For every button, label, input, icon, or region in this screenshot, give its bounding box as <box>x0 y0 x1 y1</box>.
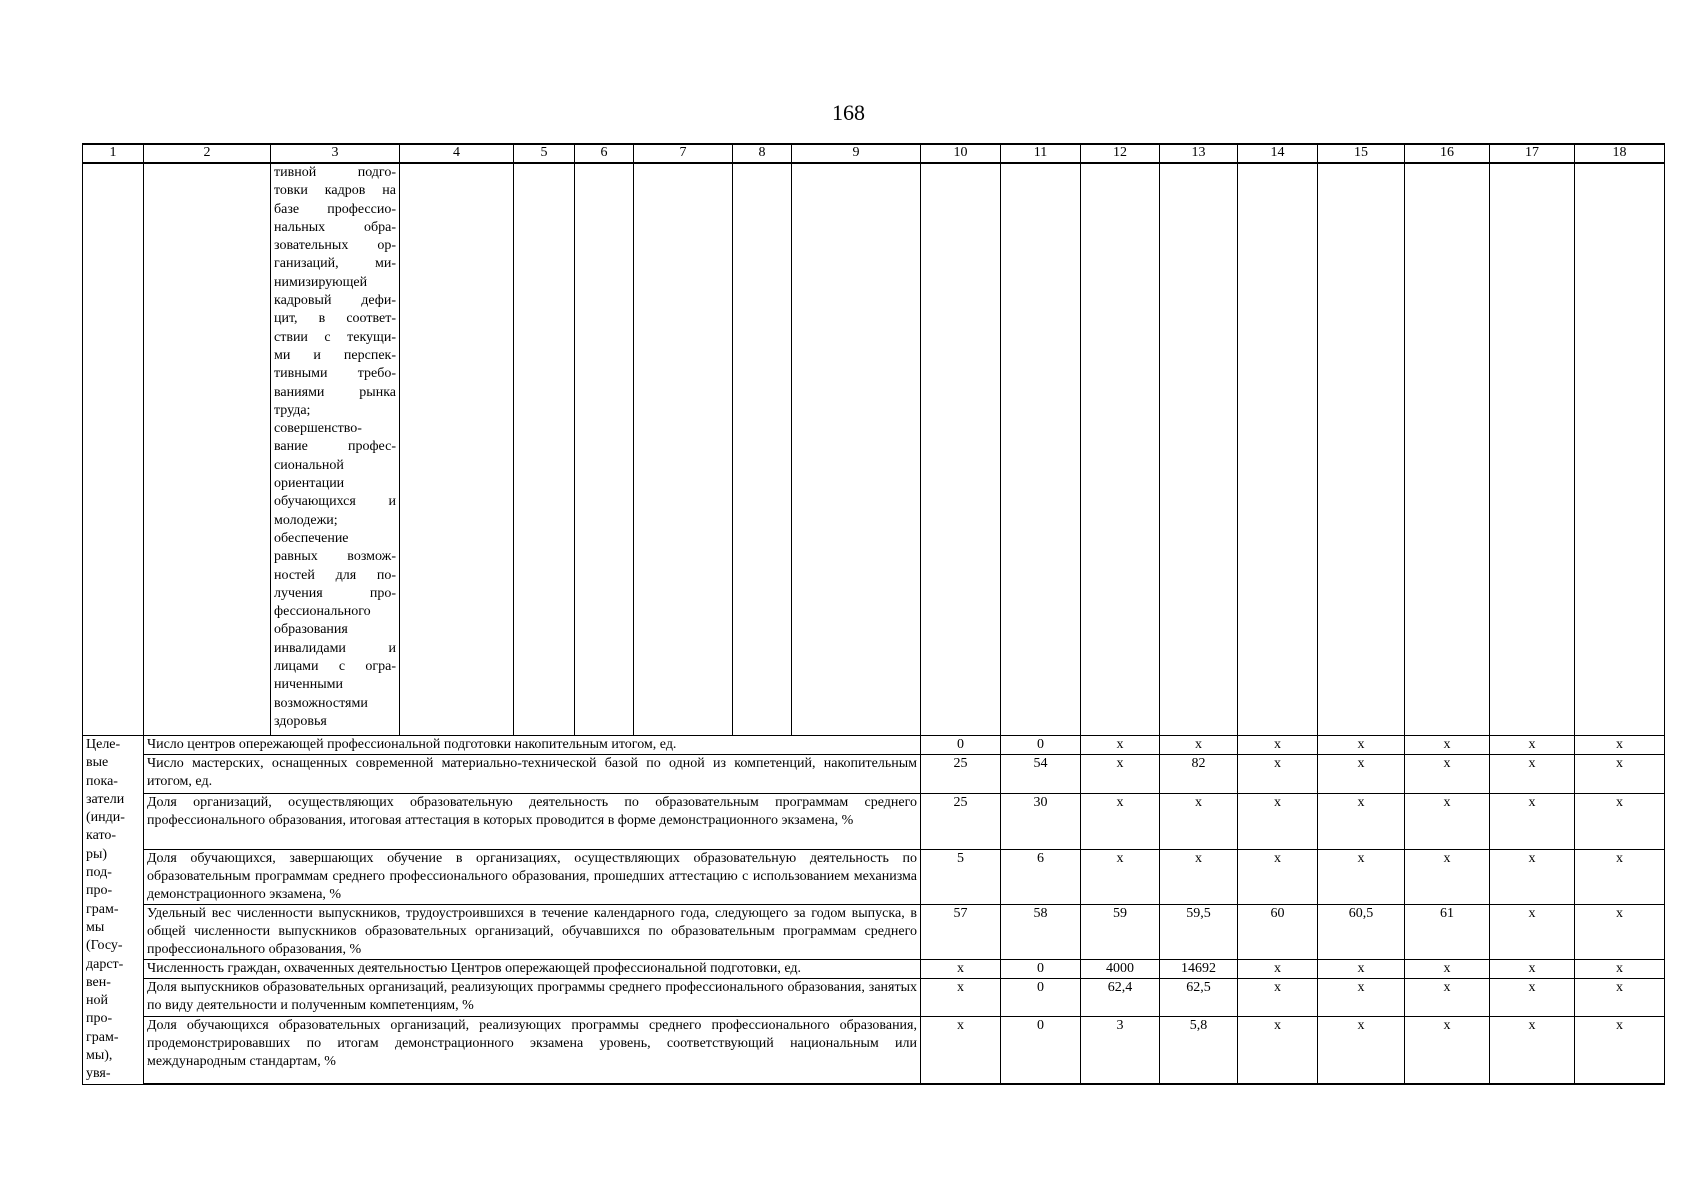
section-label-line: (Госу- <box>86 938 123 954</box>
indicator-value: x <box>1490 1016 1575 1084</box>
indicator-value: x <box>1575 960 1665 979</box>
indicator-value: 60 <box>1238 905 1318 960</box>
empty-cell <box>634 163 733 736</box>
empty-cell <box>733 163 792 736</box>
indicator-value: x <box>1490 755 1575 794</box>
section-label-line: Целе- <box>86 737 121 752</box>
indicator-value: x <box>1405 849 1490 904</box>
indicator-value: x <box>1081 794 1160 849</box>
section-label-line: увя- <box>86 1066 111 1082</box>
section-label-line: дарст- <box>86 956 124 972</box>
continuation-text-line: цит, в соответ- <box>274 311 396 327</box>
indicator-name: Численность граждан, охваченных деятельностью Центров опережающей профессиональной подготовки, ед. <box>144 960 921 979</box>
page-number: 168 <box>832 100 865 125</box>
indicator-value: 58 <box>1001 905 1081 960</box>
empty-cell <box>1490 163 1575 736</box>
indicator-value: x <box>1405 736 1490 755</box>
indicator-row <box>83 979 1665 1016</box>
indicator-value: 3 <box>1081 1016 1160 1084</box>
indicator-value: 0 <box>1001 960 1081 979</box>
indicator-value: 60,5 <box>1318 905 1405 960</box>
indicator-value: 4000 <box>1081 960 1160 979</box>
section-label-line: пока- <box>86 773 118 789</box>
empty-cell <box>1575 163 1665 736</box>
column-header: 4 <box>400 144 514 163</box>
indicator-value: 6 <box>1001 849 1081 904</box>
indicator-name: Число центров опережающей профессиональной подготовки накопительным итогом, ед. <box>144 736 921 755</box>
indicator-value: x <box>1318 1016 1405 1084</box>
indicator-value: 59,5 <box>1160 905 1238 960</box>
column-header: 2 <box>144 144 271 163</box>
indicator-row <box>83 736 1665 755</box>
indicator-value: x <box>1490 905 1575 960</box>
indicators-table <box>82 143 1665 1085</box>
section-label-line: мы <box>86 919 105 935</box>
indicator-value: 59 <box>1081 905 1160 960</box>
indicator-value: x <box>1318 794 1405 849</box>
continuation-text-line: нальных обра- <box>274 219 396 235</box>
indicator-value: 5,8 <box>1160 1016 1238 1084</box>
continuation-text <box>274 164 396 731</box>
column-header: 10 <box>921 144 1001 163</box>
empty-cell <box>921 163 1001 736</box>
indicator-value: 62,5 <box>1160 979 1238 1016</box>
indicator-value: x <box>1490 979 1575 1016</box>
indicator-value: x <box>1238 960 1318 979</box>
continuation-text-line: тивными требо- <box>274 366 396 382</box>
indicator-value: 0 <box>1001 736 1081 755</box>
indicator-value: x <box>1575 736 1665 755</box>
indicator-value: x <box>1490 736 1575 755</box>
column-header: 17 <box>1490 144 1575 163</box>
section-label-line: под- <box>86 865 112 881</box>
indicator-value: 0 <box>1001 1016 1081 1084</box>
indicator-name: Доля организаций, осуществляющих образовательную деятельность по образовательным программам среднего профессионального образования, итоговая аттестация в которых проводится в форме демонстрационного экзамена, % <box>144 794 921 849</box>
continuation-text-line: вание профес- <box>274 439 396 455</box>
indicator-value: x <box>1238 849 1318 904</box>
indicator-value: x <box>1160 849 1238 904</box>
indicator-value: x <box>1318 849 1405 904</box>
empty-cell <box>1318 163 1405 736</box>
section-label-line: про- <box>86 883 113 899</box>
empty-cell <box>400 163 514 736</box>
empty-cell <box>83 163 144 736</box>
continuation-text-line: молодежи; <box>274 512 338 528</box>
continuation-text-line: здоровья <box>274 713 327 729</box>
indicator-value: x <box>1081 755 1160 794</box>
indicator-value: 5 <box>921 849 1001 904</box>
continuation-text-line: товки кадров на <box>274 183 396 199</box>
continuation-text-line: ми и перспек- <box>274 347 396 363</box>
indicator-value: x <box>1575 979 1665 1016</box>
continuation-text-line: базе профессио- <box>274 201 396 217</box>
continuation-text-line: равных возмож- <box>274 549 396 565</box>
continuation-text-line: кадровый дефи- <box>274 293 396 309</box>
empty-cell <box>1238 163 1318 736</box>
continuation-text-line: лучения про- <box>274 585 396 601</box>
indicator-value: 61 <box>1405 905 1490 960</box>
indicator-value: 0 <box>921 736 1001 755</box>
continuation-text-line: совершенство- <box>274 421 362 437</box>
empty-cell <box>792 163 921 736</box>
indicator-value: x <box>1575 794 1665 849</box>
indicator-value: x <box>1318 979 1405 1016</box>
indicator-value: x <box>1318 736 1405 755</box>
column-header: 14 <box>1238 144 1318 163</box>
column-header: 1 <box>83 144 144 163</box>
indicator-value: x <box>1405 1016 1490 1084</box>
section-label-line: като- <box>86 828 117 844</box>
column-header: 16 <box>1405 144 1490 163</box>
continuation-text-line: зовательных ор- <box>274 238 396 254</box>
continuation-text-line: нимизирующей <box>274 274 368 290</box>
continuation-text-line: ниченными <box>274 677 343 693</box>
empty-cell <box>1081 163 1160 736</box>
column-header: 11 <box>1001 144 1081 163</box>
continuation-text-cell <box>271 163 400 736</box>
indicator-value: x <box>1238 979 1318 1016</box>
indicator-value: x <box>921 979 1001 1016</box>
continuation-text-line: обеспечение <box>274 530 349 546</box>
indicator-value: x <box>1318 755 1405 794</box>
indicator-value: x <box>1238 1016 1318 1084</box>
indicator-value: 25 <box>921 794 1001 849</box>
indicator-value: x <box>1160 736 1238 755</box>
table-body <box>83 144 1665 1084</box>
continuation-text-line: ностей для по- <box>274 567 396 583</box>
continuation-text-line: ориентации <box>274 476 345 492</box>
empty-cell <box>144 163 271 736</box>
section-label-line: (инди- <box>86 810 125 826</box>
section-label-cell <box>83 736 144 1085</box>
indicator-value: x <box>1238 794 1318 849</box>
section-label-line: про- <box>86 1011 113 1027</box>
column-number-row <box>83 144 1665 163</box>
continuation-row <box>83 163 1665 736</box>
indicator-value: 14692 <box>1160 960 1238 979</box>
column-header: 5 <box>514 144 575 163</box>
column-header: 8 <box>733 144 792 163</box>
indicator-name: Доля выпускников образовательных организаций, реализующих программы среднего профессионального образования, занятых по виду деятельности и полученным компетенциям, % <box>144 979 921 1016</box>
indicator-row <box>83 849 1665 904</box>
indicator-value: x <box>1490 960 1575 979</box>
indicator-value: x <box>921 960 1001 979</box>
continuation-text-line: образования <box>274 622 348 638</box>
indicator-value: 62,4 <box>1081 979 1160 1016</box>
indicator-name: Удельный вес численности выпускников, трудоустроившихся в течение календарного года, следующего за годом выпуска, в общей численности выпускников образовательных организаций, обучавшихся по образовательным программам среднего профессионального образования, % <box>144 905 921 960</box>
continuation-text-line: сиональной <box>274 457 344 473</box>
column-header: 13 <box>1160 144 1238 163</box>
indicator-value: x <box>1575 905 1665 960</box>
indicator-value: 0 <box>1001 979 1081 1016</box>
indicator-value: x <box>1490 849 1575 904</box>
indicator-name: Доля обучающихся образовательных организаций, реализующих программы среднего профессионального образования, продемонстрировавших по итогам демонстрационного экзамена уровень, соответствующий национальным или международным стандартам, % <box>144 1016 921 1084</box>
continuation-text-line: лицами с огра- <box>274 659 396 675</box>
indicator-value: x <box>1575 849 1665 904</box>
section-label-line: грам- <box>86 901 119 917</box>
indicator-value: 54 <box>1001 755 1081 794</box>
continuation-text-line: тивной подго- <box>274 165 396 180</box>
indicator-value: x <box>1405 979 1490 1016</box>
indicator-value: x <box>1405 755 1490 794</box>
indicator-row <box>83 755 1665 794</box>
indicator-value: x <box>1490 794 1575 849</box>
continuation-text-line: ганизаций, ми- <box>274 256 396 272</box>
section-label-line: вые <box>86 755 109 771</box>
indicator-value: x <box>1575 1016 1665 1084</box>
indicator-name: Число мастерских, оснащенных современной материально-технической базой по одной из компетенций, накопительным итогом, ед. <box>144 755 921 794</box>
indicator-value: x <box>1081 849 1160 904</box>
indicator-value: x <box>1238 755 1318 794</box>
column-header: 9 <box>792 144 921 163</box>
section-label-line: ной <box>86 993 108 1009</box>
indicator-value: x <box>1160 794 1238 849</box>
indicator-value: x <box>1575 755 1665 794</box>
indicator-value: 25 <box>921 755 1001 794</box>
column-header: 7 <box>634 144 733 163</box>
empty-cell <box>514 163 575 736</box>
section-label-line: ры) <box>86 846 108 862</box>
empty-cell <box>1160 163 1238 736</box>
indicator-value: x <box>1405 960 1490 979</box>
indicator-value: 30 <box>1001 794 1081 849</box>
section-label-line: затели <box>86 791 125 807</box>
indicator-value: x <box>1405 794 1490 849</box>
continuation-text-line: труда; <box>274 402 311 418</box>
indicator-value: x <box>921 1016 1001 1084</box>
indicator-value: x <box>1238 736 1318 755</box>
continuation-text-line: ваниями рынка <box>274 384 396 400</box>
indicator-value: 57 <box>921 905 1001 960</box>
column-header: 12 <box>1081 144 1160 163</box>
section-label-line: мы), <box>86 1048 113 1064</box>
continuation-text-line: фессионального <box>274 604 371 620</box>
column-header: 18 <box>1575 144 1665 163</box>
indicator-row <box>83 905 1665 960</box>
indicator-row <box>83 1016 1665 1084</box>
continuation-text-line: возможностями <box>274 695 368 711</box>
section-label-line: вен- <box>86 974 111 990</box>
indicator-value: 82 <box>1160 755 1238 794</box>
column-header: 3 <box>271 144 400 163</box>
empty-cell <box>1001 163 1081 736</box>
empty-cell <box>1405 163 1490 736</box>
continuation-text-line: ствии с текущи- <box>274 329 396 345</box>
indicator-row <box>83 794 1665 849</box>
continuation-text-line: обучающихся и <box>274 494 396 510</box>
indicator-row <box>83 960 1665 979</box>
section-label-line: грам- <box>86 1029 119 1045</box>
continuation-text-line: инвалидами и <box>274 640 396 656</box>
indicator-value: x <box>1318 960 1405 979</box>
indicator-value: x <box>1081 736 1160 755</box>
column-header: 6 <box>575 144 634 163</box>
column-header: 15 <box>1318 144 1405 163</box>
empty-cell <box>575 163 634 736</box>
indicator-name: Доля обучающихся, завершающих обучение в организациях, осуществляющих образовательную деятельность по образовательным программам среднего профессионального образования, прошедших аттестацию с использованием механизма демонстрационного экзамена, % <box>144 849 921 904</box>
